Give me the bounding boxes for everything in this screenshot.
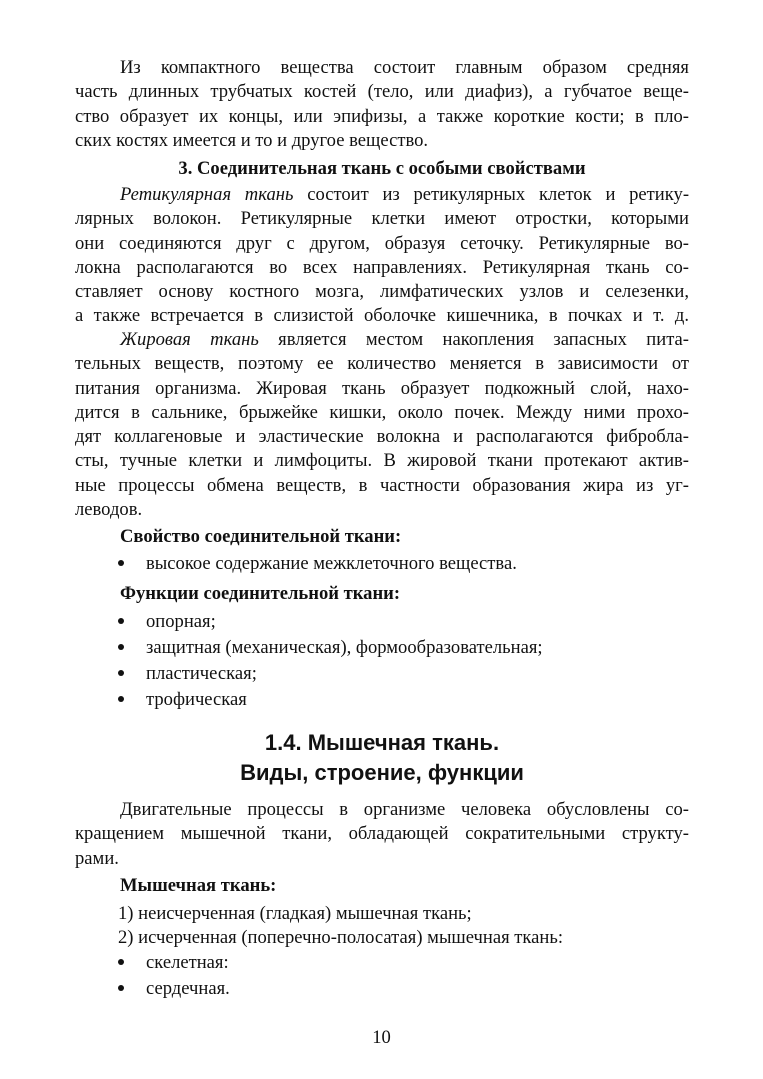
text-line: дят коллагеновые и эластические волокна и располагаются фибробла- — [75, 426, 689, 448]
bullet-icon — [118, 552, 146, 576]
text-line: тельных веществ, поэтому ее количество меняется в зависимости от — [75, 353, 689, 375]
muscle-heading: Мышечная ткань: — [120, 875, 277, 896]
numbered-item: 1) неисчерченная (гладкая) мышечная ткань; — [118, 903, 472, 924]
list-item — [118, 662, 257, 686]
text-line: ставляет основу костного мозга, лимфатических узлов и селезенки, — [75, 281, 689, 303]
paragraph-muscle — [75, 798, 689, 871]
list-item — [118, 951, 229, 975]
text-line: питания организма. Жировая ткань образует подкожный слой, нахо- — [75, 377, 689, 399]
section-title-line1: 1.4. Мышечная ткань. — [264, 730, 500, 755]
list-item-text: защитная (механическая), формообразовательная; — [146, 637, 543, 658]
bullet-icon — [118, 636, 146, 660]
text-line: кращением мышечной ткани, обладающей сократительными структу- — [75, 823, 689, 845]
text-line: сты, тучные клетки и лимфоциты. В жировой ткани протекают актив- — [75, 450, 689, 472]
text-fragment: состоит из ретикулярных клеток и ретику- — [293, 184, 690, 205]
text-line: лярных волокон. Ретикулярные клетки имеют отростки, которыми — [75, 208, 689, 230]
list-item — [118, 977, 230, 1001]
bullet-icon — [118, 662, 146, 686]
list-item-text: опорная; — [146, 611, 216, 632]
text-fragment: является местом накопления запасных пита- — [258, 329, 689, 350]
section-title-line2: Виды, строение, функции — [240, 760, 524, 785]
text-line — [75, 183, 689, 207]
text-line: дится в сальнике, брыжейке кишки, около почек. Между ними прохо- — [75, 401, 689, 423]
paragraph-intro — [75, 56, 689, 153]
text-line: ских костях имеется и то и другое вещество. — [75, 129, 429, 151]
list-item-text: высокое содержание межклеточного вещества. — [146, 553, 517, 574]
text-line: ные процессы обмена веществ, в частности образования жира из уг- — [75, 474, 689, 496]
list-item-text: пластическая; — [146, 663, 257, 684]
text-line: локна располагаются во всех направлениях. Ретикулярная ткань со- — [75, 256, 689, 278]
bullet-icon — [118, 610, 146, 634]
bullet-icon — [118, 977, 146, 1001]
list-item-text: скелетная: — [146, 952, 229, 973]
text-line — [75, 328, 689, 352]
text-line: часть длинных трубчатых костей (тело, или диафиз), а губчатое веще- — [75, 81, 689, 103]
paragraph-reticular — [75, 183, 689, 329]
term-fat: Жировая ткань — [120, 329, 259, 350]
numbered-item: 2) исчерченная (поперечно-полосатая) мышечная ткань: — [118, 927, 564, 948]
bullet-icon — [118, 951, 146, 975]
text-line: Двигательные процессы в организме человека обусловлены со- — [120, 799, 689, 820]
subsection-heading: 3. Соединительная ткань с особыми свойствами — [178, 158, 586, 179]
text-line: ство образует их концы, или эпифизы, а также короткие кости; в пло- — [75, 105, 689, 127]
term-reticular: Ретикулярная ткань — [120, 184, 294, 205]
list-item-text: сердечная. — [146, 978, 230, 999]
text-line: они соединяются друг с другом, образуя сеточку. Ретикулярные во- — [75, 232, 689, 254]
list-item — [118, 688, 247, 712]
property-heading: Свойство соединительной ткани: — [120, 526, 402, 547]
functions-heading: Функции соединительной ткани: — [120, 583, 401, 604]
text-line: а также встречается в слизистой оболочке кишечника, в почках и т. д. — [75, 305, 689, 327]
page-number: 10 — [372, 1027, 391, 1048]
paragraph-fat — [75, 328, 689, 522]
bullet-icon — [118, 688, 146, 712]
list-item-text: трофическая — [146, 689, 247, 710]
list-item — [118, 610, 216, 634]
text-line: леводов. — [75, 499, 143, 521]
list-item — [118, 552, 517, 576]
list-item — [118, 636, 543, 660]
text-line: рами. — [75, 847, 119, 869]
text-line: Из компактного вещества состоит главным образом средняя — [120, 57, 689, 78]
